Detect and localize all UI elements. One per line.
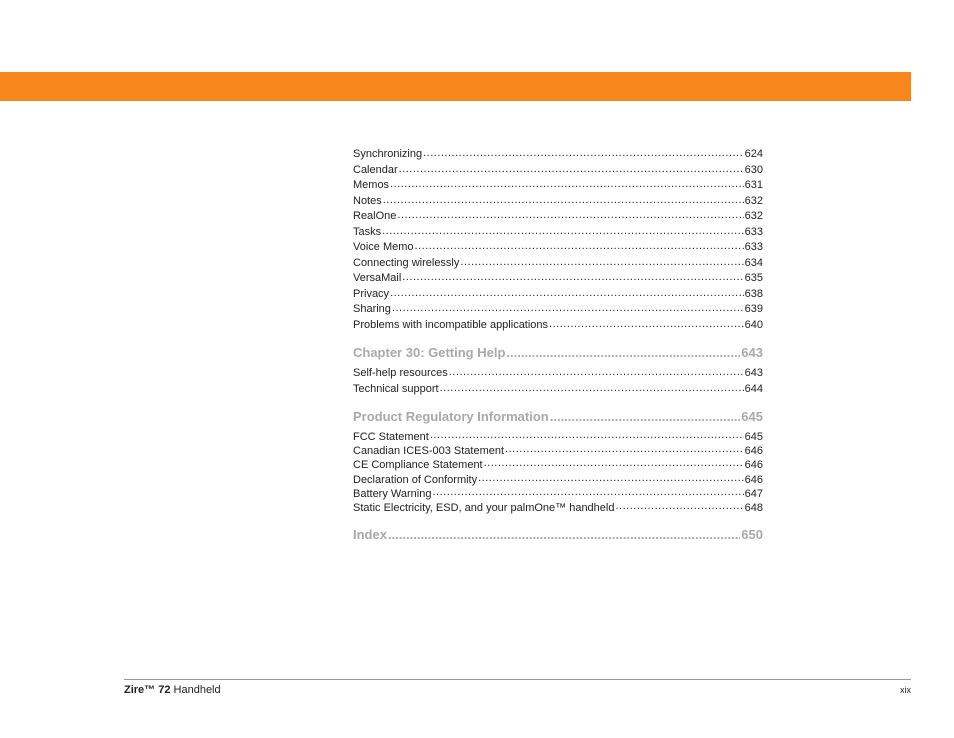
toc-entry[interactable]: Notes ..... 632 [353,193,763,209]
toc-entry[interactable]: Privacy ..... 638 [353,286,763,302]
toc-entry[interactable]: Technical support ..... 644 [353,381,763,397]
toc-entry[interactable]: CE Compliance Statement ..... 646 [353,457,763,471]
toc-entry[interactable]: Tasks ..... 633 [353,224,763,240]
toc-entry[interactable]: Self-help resources ..... 643 [353,365,763,381]
index-heading[interactable]: Index ..... 650 [353,526,763,544]
footer-divider [124,679,911,680]
toc-entry[interactable]: Connecting wirelessly ..... 634 [353,255,763,271]
chapter-30-heading[interactable]: Chapter 30: Getting Help ..... 643 [353,344,763,362]
toc-entry[interactable]: Sharing ..... 639 [353,301,763,317]
toc-entry[interactable]: Synchronizing ..... 624 [353,146,763,162]
regulatory-heading[interactable]: Product Regulatory Information ..... 645 [353,408,763,426]
toc-entry[interactable]: Declaration of Conformity ..... 646 [353,472,763,486]
section-sync-entries [353,146,763,332]
footer-page-number: xix [900,685,911,695]
chapter-30-entries [353,365,763,396]
toc-entry[interactable]: RealOne ..... 632 [353,208,763,224]
toc-entry[interactable]: Static Electricity, ESD, and your palmOne™ handheld ..... 648 [353,500,763,514]
toc-entry[interactable]: Battery Warning ..... 647 [353,486,763,500]
regulatory-entries [353,429,763,514]
table-of-contents [353,146,763,544]
header-banner [0,72,911,101]
toc-entry[interactable]: VersaMail ..... 635 [353,270,763,286]
toc-entry[interactable]: Memos ..... 631 [353,177,763,193]
toc-entry[interactable]: Problems with incompatible applications ..... 640 [353,317,763,333]
toc-entry[interactable]: Calendar ..... 630 [353,162,763,178]
toc-entry[interactable]: FCC Statement ..... 645 [353,429,763,443]
toc-entry[interactable]: Voice Memo ..... 633 [353,239,763,255]
footer-product-name: Zire™ 72 Handheld [124,684,221,696]
toc-entry[interactable]: Canadian ICES-003 Statement ..... 646 [353,443,763,457]
